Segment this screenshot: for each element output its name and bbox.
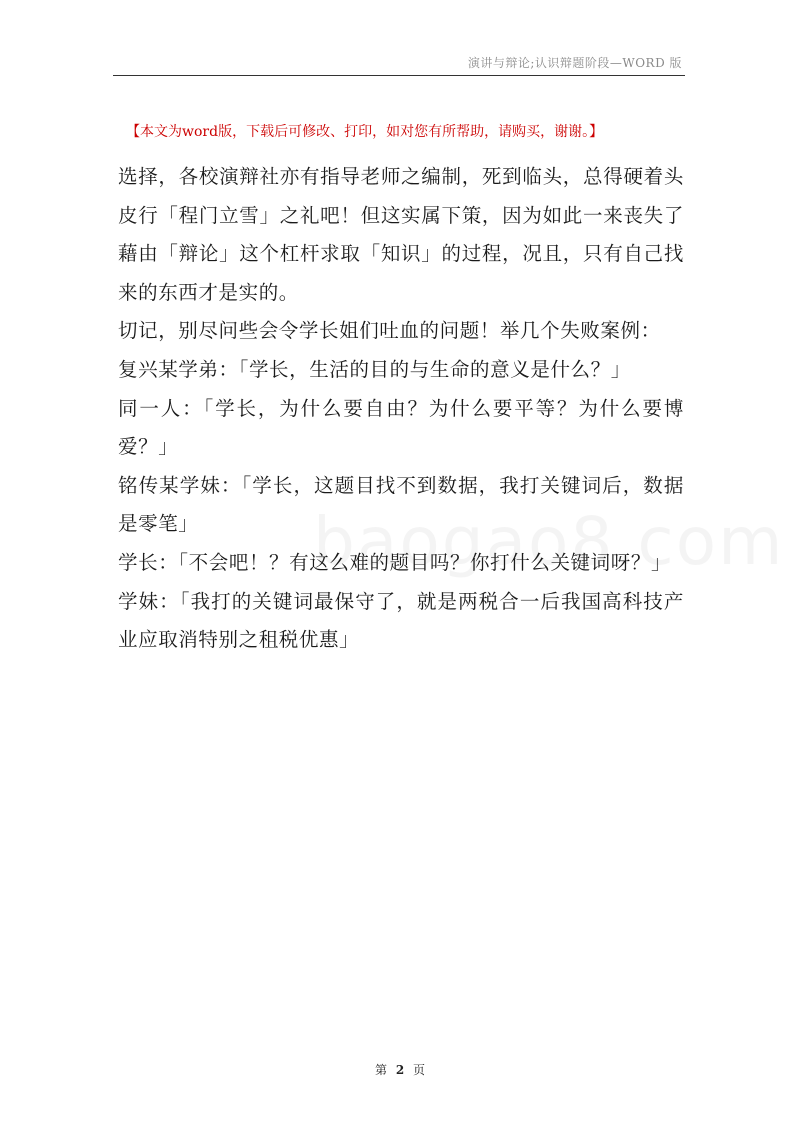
page-header-title: 演讲与辩论;认识辩题阶段—WORD 版 <box>467 56 682 70</box>
paragraph-example-2: 同一人：「学长，为什么要自由？为什么要平等？为什么要博爱？」 <box>118 396 684 459</box>
paragraph-warning: 切记，别尽问些会令学长姐们吐血的问题！举几个失败案例： <box>118 319 661 343</box>
footer-suffix: 页 <box>413 1063 426 1077</box>
paragraph-example-3: 铭传某学妹：「学长，这题目找不到数据，我打关键词后，数据是零笔」 <box>118 473 684 536</box>
footer-prefix: 第 <box>374 1063 387 1077</box>
paragraph-example-5: 学妹：「我打的关键词最保守了，就是两税合一后我国高科技产业应取消特别之租税优惠」 <box>118 589 684 652</box>
page-footer <box>0 1061 800 1078</box>
document-body <box>118 158 684 660</box>
paragraph-intro: 选择，各校演辩社亦有指导老师之编制，死到临头，总得硬着头皮行「程门立雪」之礼吧！但这实属下策，因为如此一来丧失了藉由「辩论」这个杠杆求取「知识」的过程，况且，只有自己找来的东西才是实的。 <box>118 165 684 304</box>
paragraph-example-4: 学长：「不会吧！？有这么难的题目吗？你打什么关键词呀？」 <box>118 550 672 574</box>
paragraph-example-1: 复兴某学弟：「学长，生活的目的与生命的意义是什么？」 <box>118 357 631 381</box>
page-number: 2 <box>395 1063 405 1077</box>
header-divider <box>113 75 685 76</box>
purchase-notice: 【本文为word版，下载后可修改、打印，如对您有所帮助，请购买，谢谢。】 <box>126 124 604 140</box>
